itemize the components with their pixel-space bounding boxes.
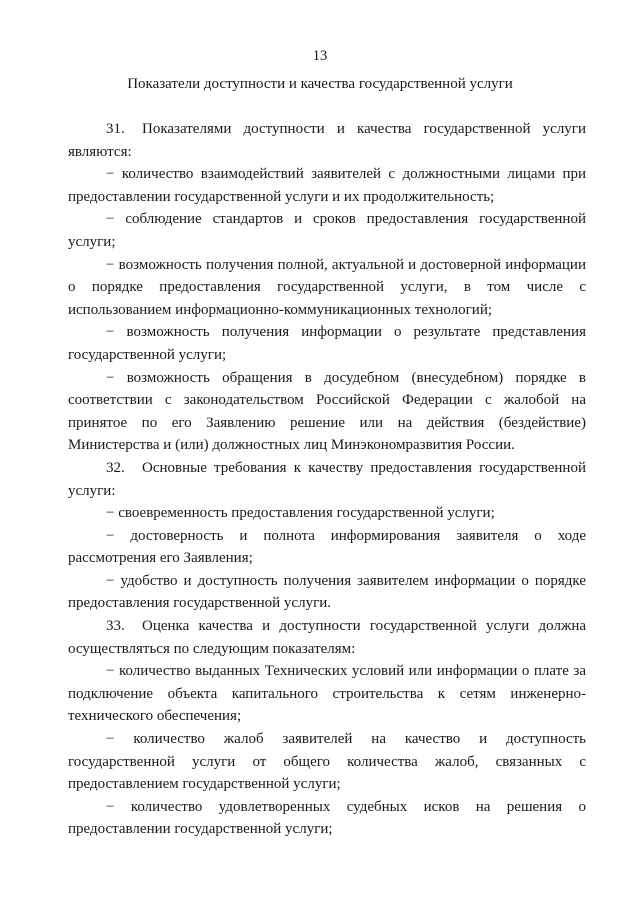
paragraph-31 [68,118,586,163]
paragraph-number: 31. [106,121,125,137]
list-item: − количество взаимодействий заявителей с должностными лицами при предоставлении государственной услуги и их продолжительность; [68,166,586,205]
list-item: − возможность получения информации о результате представления государственной услуги; [68,324,586,363]
list-item: − своевременность предоставления государственной услуги; [106,505,495,522]
list-item: − соблюдение стандартов и сроков предоставления государственной услуги; [68,211,586,250]
list-item: − достоверность и полнота информирования заявителя о ходе рассмотрения его Заявления; [68,527,586,567]
paragraph-number: 32. [106,459,125,476]
list-item: − возможность получения полной, актуальной и достоверной информации о порядке предоставления государственной услуги, в том числе с использованием информационно-коммуникационных технологий; [68,256,586,318]
page-number: 13 [312,48,328,64]
paragraph-text: Основные требования к качеству предоставления государственной услуги: [68,459,586,499]
list-item: − количество выданных Технических условий или информации о плате за подключение объекта капитального строительства к сетям инженерно-технического обеспечения; [68,663,586,725]
document-body [68,118,586,841]
paragraph-32 [68,457,586,502]
list-item: − удобство и доступность получения заявителем информации о порядке предоставления государственной услуги. [68,572,586,612]
paragraph-text: Оценка качества и доступности государственной услуги должна осуществляться по следующим показателям: [68,618,586,657]
paragraph-33 [68,615,586,660]
section-title: Показатели доступности и качества государственной услуги [127,76,513,92]
paragraph-text: Показателями доступности и качества государственной услуги являются: [68,121,586,160]
list-item: − количество удовлетворенных судебных исков на решения о предоставлении государственной услуги; [68,798,586,838]
list-item: − количество жалоб заявителей на качество и доступность государственной услуги от общего количества жалоб, связанных с предоставлением государственной услуги; [68,731,586,793]
list-item: − возможность обращения в досудебном (внесудебном) порядке в соответствии с законодательством Российской Федерации с жалобой на принятое по его Заявлению решение или на действия (бездействие) Министерства и (или) должностных лиц Минэкономразвития России. [68,369,586,454]
paragraph-number: 33. [106,618,125,635]
